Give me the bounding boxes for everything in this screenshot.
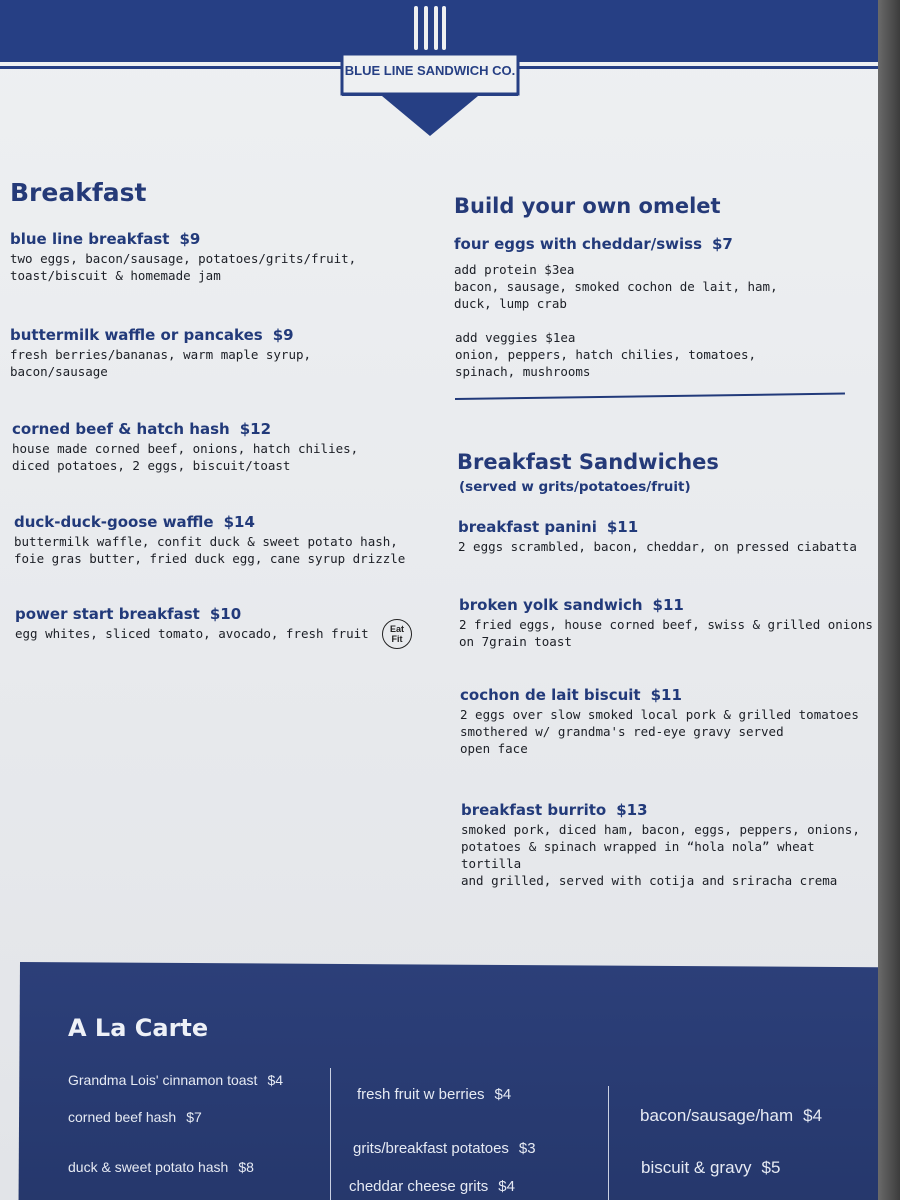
a-la-carte-item — [357, 1086, 511, 1103]
section-divider — [455, 393, 845, 400]
item-price: $3 — [518, 1140, 536, 1157]
item-price: $4 — [494, 1086, 512, 1103]
item-name: broken yolk sandwich — [459, 596, 643, 614]
item-price: $11 — [650, 686, 682, 704]
menu-item — [458, 518, 857, 555]
protein-options — [454, 261, 778, 312]
a-la-carte-item — [68, 1072, 283, 1088]
item-name: bacon/sausage/ham — [640, 1106, 794, 1125]
protein-list: bacon, sausage, smoked cochon de lait, ham, — [454, 279, 778, 294]
a-la-carte-item — [640, 1106, 822, 1126]
item-desc: foie gras butter, fried duck egg, cane syrup drizzle — [14, 551, 406, 566]
menu-item — [454, 235, 733, 253]
item-name: buttermilk waffle or pancakes — [10, 326, 263, 344]
veggie-list: spinach, mushrooms — [455, 364, 591, 379]
sandwiches-title: Breakfast Sandwiches — [457, 450, 719, 474]
item-desc: potatoes & spinach wrapped in “hola nola” wheat tortilla — [461, 839, 815, 871]
item-name: cochon de lait biscuit — [460, 686, 641, 704]
eat-fit-badge-icon — [382, 619, 412, 649]
item-desc: smoked pork, diced ham, bacon, eggs, peppers, onions, — [461, 822, 860, 837]
menu-item — [15, 605, 369, 642]
item-name: duck & sweet potato hash — [68, 1159, 229, 1175]
item-desc: egg whites, sliced tomato, avocado, fresh fruit — [15, 626, 369, 641]
item-name: grits/breakfast potatoes — [353, 1140, 509, 1157]
a-la-carte-item — [68, 1159, 254, 1175]
item-name: biscuit & gravy — [641, 1158, 752, 1177]
menu-item — [14, 513, 405, 567]
item-name: corned beef hash — [68, 1109, 177, 1125]
omelet-title: Build your own omelet — [454, 194, 721, 218]
item-price: $7 — [712, 235, 733, 253]
background-edge — [878, 0, 900, 1200]
brand-name: BLUE LINE SANDWICH CO. — [344, 63, 516, 78]
item-name: Grandma Lois' cinnamon toast — [68, 1072, 258, 1088]
item-name: duck-duck-goose waffle — [14, 513, 214, 531]
item-desc: house made corned beef, onions, hatch chilies, — [12, 441, 359, 456]
item-desc: 2 fried eggs, house corned beef, swiss & grilled onions — [459, 617, 873, 632]
a-la-carte-item — [641, 1158, 780, 1178]
item-name: breakfast burrito — [461, 801, 607, 819]
item-name: cheddar cheese grits — [349, 1178, 489, 1195]
menu-item — [460, 686, 859, 757]
veggie-options — [455, 329, 756, 380]
badge-text: Fit — [391, 634, 403, 644]
item-price: $8 — [238, 1159, 254, 1175]
menu-item — [10, 326, 311, 380]
menu-item — [10, 230, 356, 284]
veggie-label: add veggies $1ea — [455, 330, 576, 345]
item-price: $7 — [186, 1109, 202, 1125]
item-price: $4 — [498, 1178, 515, 1195]
item-desc: bacon/sausage — [10, 364, 108, 379]
item-price: $5 — [761, 1158, 781, 1177]
item-price: $10 — [209, 605, 242, 623]
protein-list: duck, lump crab — [454, 296, 567, 311]
item-name: four eggs with cheddar/swiss — [454, 235, 702, 253]
item-name: fresh fruit w berries — [357, 1086, 485, 1103]
brand-logo — [338, 0, 522, 140]
protein-label: add protein $3ea — [454, 262, 575, 277]
veggie-list: onion, peppers, hatch chilies, tomatoes, — [455, 347, 757, 362]
item-price: $4 — [267, 1072, 284, 1088]
item-price: $4 — [803, 1106, 823, 1125]
item-desc: toast/biscuit & homemade jam — [10, 268, 221, 283]
badge-text: Eat — [389, 624, 404, 634]
a-la-carte-item — [353, 1140, 536, 1157]
menu-item — [12, 420, 358, 474]
item-price: $13 — [616, 801, 648, 819]
item-name: corned beef & hatch hash — [12, 420, 230, 438]
item-price: $9 — [272, 326, 294, 344]
item-price: $9 — [179, 230, 201, 248]
breakfast-title: Breakfast — [10, 178, 147, 207]
column-divider — [608, 1086, 609, 1200]
item-name: power start breakfast — [15, 605, 200, 623]
a-la-carte-item — [68, 1109, 202, 1125]
item-desc: 2 eggs over slow smoked local pork & grilled tomatoes — [460, 707, 859, 722]
item-desc: two eggs, bacon/sausage, potatoes/grits/fruit, — [10, 251, 357, 266]
a-la-carte-title: A La Carte — [68, 1014, 209, 1042]
menu-item — [461, 801, 878, 889]
item-desc: buttermilk waffle, confit duck & sweet potato hash, — [14, 534, 398, 549]
menu-item — [459, 596, 873, 650]
item-name: breakfast panini — [458, 518, 597, 536]
item-price: $11 — [652, 596, 684, 614]
item-name: blue line breakfast — [10, 230, 170, 248]
item-desc: fresh berries/bananas, warm maple syrup, — [10, 347, 312, 362]
item-desc: on 7grain toast — [459, 634, 572, 649]
column-divider — [330, 1068, 331, 1200]
sandwiches-subtitle: (served w grits/potatoes/fruit) — [459, 479, 691, 495]
item-desc: and grilled, served with cotija and sriracha crema — [461, 873, 838, 888]
item-desc: diced potatoes, 2 eggs, biscuit/toast — [12, 458, 291, 473]
item-desc: open face — [460, 741, 528, 756]
item-price: $14 — [223, 513, 255, 531]
item-price: $11 — [606, 518, 639, 536]
item-desc: 2 eggs scrambled, bacon, cheddar, on pressed ciabatta — [458, 539, 857, 554]
a-la-carte-item — [349, 1178, 515, 1195]
item-desc: smothered w/ grandma's red-eye gravy served — [460, 724, 784, 739]
item-price: $12 — [239, 420, 272, 438]
